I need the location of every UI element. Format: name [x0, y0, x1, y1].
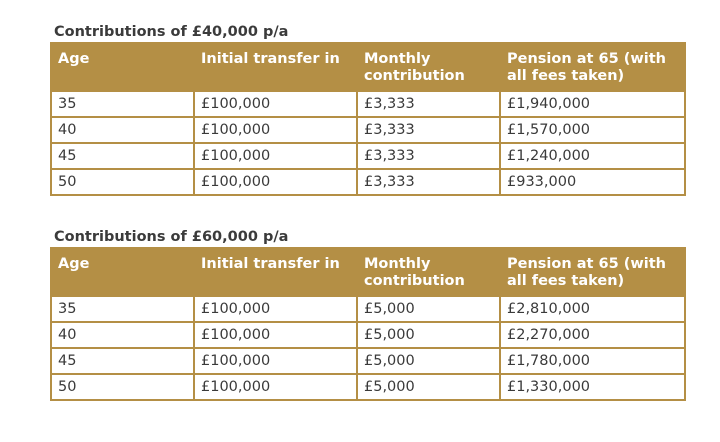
pension-table-40k	[50, 42, 686, 196]
table-row	[51, 169, 685, 195]
header-initial-transfer: Initial transfer in	[194, 248, 357, 296]
cell-initial: £100,000	[194, 296, 357, 322]
cell-age: 35	[51, 296, 194, 322]
cell-initial: £100,000	[194, 91, 357, 117]
cell-monthly: £5,000	[357, 296, 500, 322]
header-monthly-contribution: Monthly contribution	[357, 43, 500, 91]
table-caption: Contributions of £60,000 p/a	[54, 229, 289, 245]
header-row	[51, 248, 685, 296]
cell-monthly: £3,333	[357, 169, 500, 195]
cell-monthly: £5,000	[357, 374, 500, 400]
cell-initial: £100,000	[194, 322, 357, 348]
cell-initial: £100,000	[194, 374, 357, 400]
cell-initial: £100,000	[194, 143, 357, 169]
cell-pension: £1,570,000	[500, 117, 685, 143]
cell-pension: £933,000	[500, 169, 685, 195]
table-row	[51, 117, 685, 143]
cell-age: 35	[51, 91, 194, 117]
table-row	[51, 322, 685, 348]
cell-pension: £1,330,000	[500, 374, 685, 400]
cell-monthly: £3,333	[357, 91, 500, 117]
cell-pension: £1,780,000	[500, 348, 685, 374]
header-monthly-contribution: Monthly contribution	[357, 248, 500, 296]
cell-age: 50	[51, 169, 194, 195]
table-row	[51, 374, 685, 400]
header-age: Age	[51, 248, 194, 296]
header-row	[51, 43, 685, 91]
cell-monthly: £5,000	[357, 322, 500, 348]
cell-pension: £1,940,000	[500, 91, 685, 117]
cell-initial: £100,000	[194, 117, 357, 143]
table-row	[51, 91, 685, 117]
cell-age: 50	[51, 374, 194, 400]
contributions-60k-section	[50, 227, 684, 401]
table-caption: Contributions of £40,000 p/a	[54, 24, 289, 40]
table-row	[51, 296, 685, 322]
header-pension-at-65: Pension at 65 (with all fees taken)	[500, 248, 685, 296]
header-pension-at-65: Pension at 65 (with all fees taken)	[500, 43, 685, 91]
cell-monthly: £5,000	[357, 348, 500, 374]
pension-table-60k	[50, 247, 686, 401]
cell-age: 40	[51, 117, 194, 143]
cell-initial: £100,000	[194, 169, 357, 195]
cell-age: 40	[51, 322, 194, 348]
cell-pension: £2,270,000	[500, 322, 685, 348]
cell-age: 45	[51, 348, 194, 374]
table-row	[51, 348, 685, 374]
cell-age: 45	[51, 143, 194, 169]
table-row	[51, 143, 685, 169]
header-age: Age	[51, 43, 194, 91]
table-header	[51, 43, 685, 91]
cell-monthly: £3,333	[357, 117, 500, 143]
contributions-40k-section	[50, 22, 684, 196]
header-initial-transfer: Initial transfer in	[194, 43, 357, 91]
cell-initial: £100,000	[194, 348, 357, 374]
cell-pension: £2,810,000	[500, 296, 685, 322]
cell-monthly: £3,333	[357, 143, 500, 169]
table-header	[51, 248, 685, 296]
cell-pension: £1,240,000	[500, 143, 685, 169]
